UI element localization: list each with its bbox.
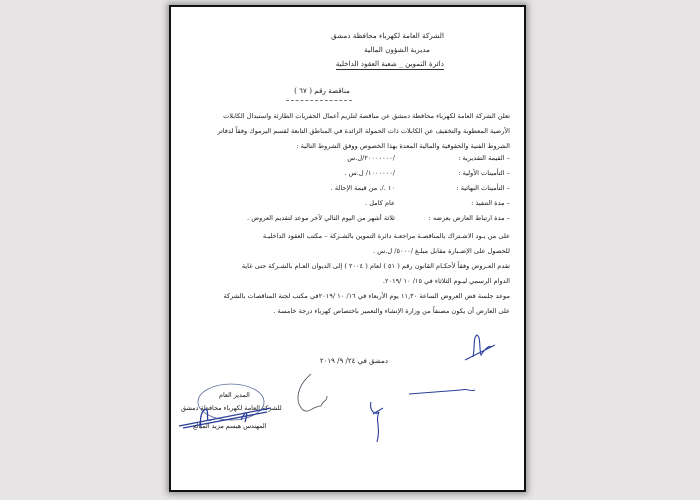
signatory-name: المهندس هيسم مزيد الميالع: [193, 422, 267, 430]
body-line-5: موعد جلسة فض العروض الساعة ١١,٣٠ يوم الأربعاء في ١٦/ ١٠ /٢٠١٩في مكتب لجنة المناقصات بالشركة: [223, 292, 510, 300]
title-divider: [286, 100, 352, 101]
condition-value: عام كامل .: [365, 199, 395, 207]
header-company: الشركة العامة لكهرباء محافظة دمشق: [331, 31, 444, 40]
signatory-role: المدير العام: [219, 391, 250, 399]
document-page: [169, 5, 526, 492]
date-line: دمشق في ٢٤/ ٩/ ٢٠١٩: [319, 357, 388, 365]
condition-label: – مدة التنفيذ :: [471, 199, 510, 207]
condition-value: ١٠ ./. من قيمة الإحالة .: [330, 184, 395, 192]
condition-final-deposit: [186, 184, 510, 198]
condition-label: – التأمينات الأولية :: [458, 169, 510, 177]
body-line-6: على العارض أن يكون مصنفاً من وزارة الإنشاء والتعمير باختصاص كهرباء درجة خامسة .: [273, 307, 510, 315]
condition-label: – التأمينات النهائية :: [456, 184, 510, 192]
condition-estimated-value: [186, 154, 510, 168]
condition-value: /١٠٠٠٠٠٠/ ل.س .: [344, 169, 395, 177]
condition-value: ثلاثة أشهر من اليوم التالي لآخر موعد لتقديم العروض .: [247, 214, 395, 222]
signatory-org: للشركة العامة لكهرباء محافظة دمشق: [181, 404, 282, 412]
body-line-1: على من يـود الاشـتراك بالمناقصـة مراجعـة دائرة التموين بالشـركة – مكتب العقود الداخليـة: [262, 232, 510, 240]
body-line-4: الدوام الرسمي ليـوم الثلاثاء في ١٥/ ١٠ /٢٠١٩.: [382, 277, 510, 285]
intro-line-2: الأرضية المعطوبة والتخفيف عن الكابلات ذات الحمولة الزائدة في المناطق التابعة لقسم اليرموك وفقاً لدفاتر: [217, 127, 510, 135]
intro-line-1: تعلن الشركة العامة لكهرباء محافظة دمشق عن مناقصة لتلزيم أعمال الحفريات الطارئة واستبدال الكابلات: [223, 112, 510, 120]
body-line-2: للحصول على الإضـبارة مقابل مبلـغ /٥٠٠٠/ ل.س .: [373, 247, 510, 255]
condition-label: – مدة ارتباط العارض بعرضه :: [428, 214, 510, 222]
signatures-icon: [171, 382, 528, 492]
initials-signature-icon: [461, 327, 501, 367]
condition-label: – القيمة التقديرية :: [458, 154, 510, 162]
condition-value: /٢٠٠٠٠٠٠٠/ل.س: [347, 154, 395, 162]
condition-initial-deposit: [186, 169, 510, 183]
body-line-3: تقدم العـروض وفقاً لأحكـام القانون رقم ( ٥١ ) لعام ( ٢٠٠٤ ) إلى الديوان العـام بالشـركة حتى غاية: [241, 262, 510, 270]
header-department: دائرة التموين _ شعبة العقود الداخلية: [335, 59, 444, 68]
intro-line-3: الشروط الفنية والحقوقية والمالية المعدة بهذا الخصوص ووفق الشروط التالية :: [296, 142, 510, 150]
condition-offer-validity: [186, 214, 510, 228]
condition-duration: [186, 199, 510, 213]
tender-title: مناقصة رقم ( ٦٧ ): [294, 86, 350, 95]
header-directorate: مديرية الشؤون المالية: [364, 45, 430, 54]
